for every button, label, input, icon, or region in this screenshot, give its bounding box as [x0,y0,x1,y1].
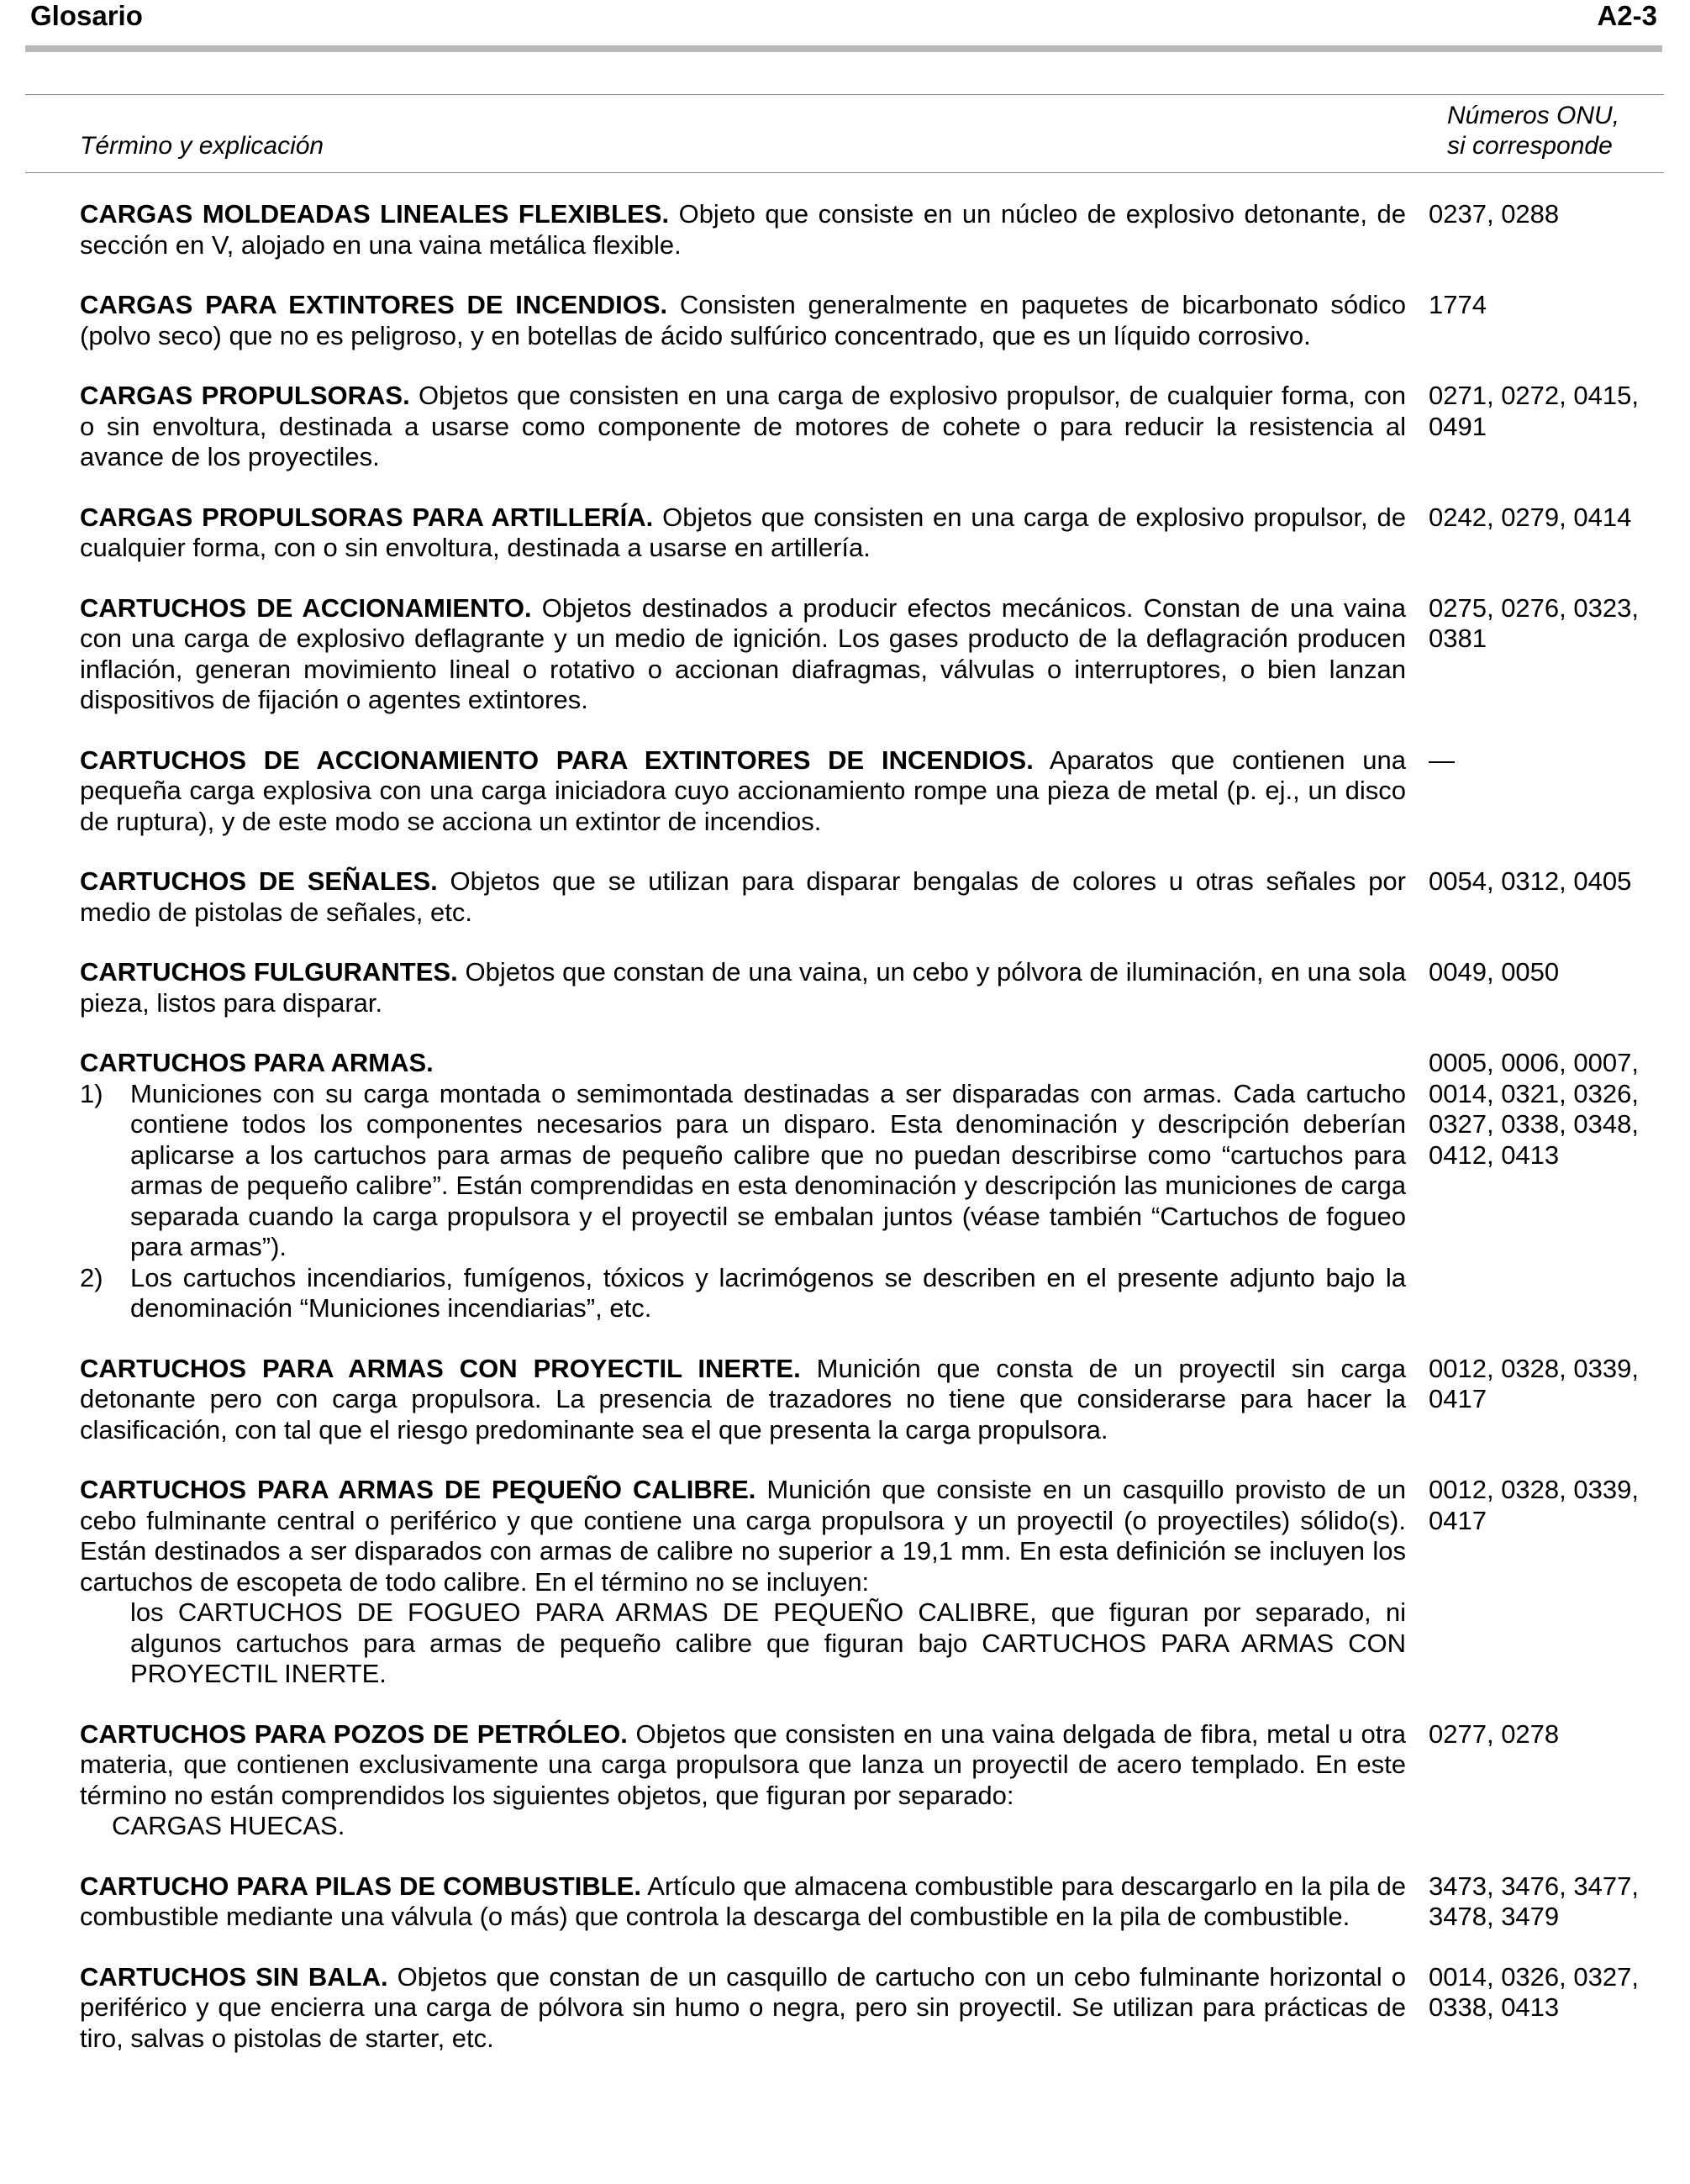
list-item-text: Municiones con su carga montada o semimontada destinadas a ser disparadas con armas. Cada cartucho contiene todos los componentes necesarios para un disparo. Esta denominación y descripción deberían aplicarse a los cartuchos para armas de pequeño calibre que no puedan describirse como “cartuchos para armas de pequeño calibre”. Están comprendidas en esta denominación y descripción las municiones de carga separada cuando la carga propulsora y el proyectil se embalan juntos (véase también “Cartuchos de fogueo para armas”). [130,1078,1406,1261]
entry-un-numbers: 0237, 0288 [1429,199,1560,229]
entry-description: Objetos que constan de un casquillo de cartucho con un cebo fulminante horizontal o periférico y que encierra una carga de pólvora sin humo o negra, pero sin proyectil. Se utilizan para prácticas de tiro, salvas o pistolas de starter, etc. [80,1961,1406,2053]
entry-description: Objetos que constan de una vaina, un cebo y pólvora de iluminación, en una sola pieza, listos para disparar. [80,957,1406,1018]
entry-text [80,1048,1406,1324]
entry-un-numbers: — [1429,745,1455,775]
entry-text [80,503,1406,564]
entry-description: Objetos que consisten en una vaina delgada de fibra, metal u otra materia, que contienen exclusivamente una carga propulsora que lanza un proyectil de acero templado. En este término no están comprendidos los siguientes objetos, que figuran por separado: [80,1718,1406,1810]
entry-text [80,381,1406,473]
glossary-entry [80,1354,1668,1446]
entry-text [80,1871,1406,1933]
glossary-entry [80,1475,1668,1690]
entry-un-numbers: 0277, 0278 [1429,1718,1560,1749]
term-column-heading: Término y explicación [80,132,324,160]
list-item [80,1263,1406,1324]
glossary-entry [80,593,1668,716]
entry-text [80,593,1406,716]
glossary-entry [80,1962,1668,2055]
entry-description: Objeto que consiste en un núcleo de explosivo detonante, de sección en V, alojado en una vaina metálica flexible. [80,199,1406,260]
entry-un-numbers: 0275, 0276, 0323, 0381 [1429,592,1639,653]
entry-text [80,290,1406,351]
glossary-entry [80,1048,1668,1324]
page-number: A2-3 [1597,0,1657,31]
un-heading-line1: Números ONU, [1447,102,1620,129]
entry-un-numbers: 0014, 0326, 0327, 0338, 0413 [1429,1961,1639,2022]
entry-term: CARGAS PROPULSORAS. [80,381,410,410]
glossary-entry [80,503,1668,564]
page-title: Glosario [30,0,143,31]
glossary-entries [80,199,1668,2083]
entry-description: Consisten generalmente en paquetes de bicarbonato sódico (polvo seco) que no es peligroso, y en botellas de ácido sulfúrico concentrado, que es un líquido corrosivo. [80,290,1406,350]
entry-un-numbers: 0049, 0050 [1429,957,1560,987]
glossary-entry [80,1719,1668,1842]
entry-term: CARTUCHOS PARA POZOS DE PETRÓLEO. [80,1718,628,1749]
entry-term: CARTUCHOS FULGURANTES. [80,957,458,987]
entry-un-numbers: 0005, 0006, 0007, 0014, 0321, 0326, 0327, 0338, 0348, 0412, 0413 [1429,1048,1639,1170]
entry-un-numbers: 0242, 0279, 0414 [1429,502,1632,532]
entry-term: CARGAS PARA EXTINTORES DE INCENDIOS. [80,290,668,319]
entry-term: CARTUCHO PARA PILAS DE COMBUSTIBLE. [80,1871,641,1901]
list-marker: 2) [80,1262,103,1292]
column-header-bottom-rule [25,172,1664,173]
entry-description: Objetos que se utilizan para disparar bengalas de colores u otras señales por medio de pistolas de señales, etc. [80,866,1406,927]
glossary-entry [80,1871,1668,1933]
entry-term: CARGAS MOLDEADAS LINEALES FLEXIBLES. [80,199,670,229]
entry-text [80,866,1406,928]
entry-description: Objetos destinados a producir efectos mecánicos. Constan de una vaina con una carga de explosivo deflagrante y un medio de ignición. Los gases producto de la deflagración producen inflación, generan movimiento lineal o rotativo o accionan diafragmas, válvulas o interruptores, o bien lanzan dispositivos de fijación o agentes extintores. [80,592,1406,714]
entry-indented-note: los CARTUCHOS DE FOGUEO PARA ARMAS DE PEQUEÑO CALIBRE, que figuran por separado, ni algunos cartuchos para armas de pequeño calibre que figuran bajo CARTUCHOS PARA ARMAS CON PROYECTIL INERTE. [130,1597,1406,1688]
entry-text [80,957,1406,1018]
entry-term: CARTUCHOS SIN BALA. [80,1961,388,1992]
entry-description: Aparatos que contienen una pequeña carga explosiva con una carga iniciadora cuyo accionamiento rompe una pieza de metal (p. ej., un disco de ruptura), y de este modo se acciona un extintor de incendios. [80,745,1406,836]
entry-description: Artículo que almacena combustible para descargarlo en la pila de combustible mediante una válvula (o más) que controla la descarga del combustible en la pila de combustible. [80,1871,1407,1931]
numbered-list [80,1079,1406,1324]
entry-un-numbers: 3473, 3476, 3477, 3478, 3479 [1429,1871,1639,1931]
entry-un-numbers: 0054, 0312, 0405 [1429,866,1632,896]
glossary-entry [80,381,1668,473]
entry-term: CARTUCHOS DE SEÑALES. [80,866,438,896]
entry-text [80,1475,1406,1690]
entry-term: CARGAS PROPULSORAS PARA ARTILLERÍA. [80,502,654,532]
entry-text [80,1719,1406,1842]
entry-un-numbers: 0012, 0328, 0339, 0417 [1429,1475,1639,1535]
entry-term: CARTUCHOS PARA ARMAS CON PROYECTIL INERTE. [80,1353,801,1383]
entry-text [80,199,1406,261]
un-column-heading [1447,101,1619,161]
list-item [80,1079,1406,1263]
glossary-entry [80,199,1668,261]
header-rule [25,45,1662,52]
glossary-entry [80,957,1668,1018]
column-header-top-rule [25,94,1664,95]
entry-un-numbers: 1774 [1429,290,1487,319]
glossary-entry [80,290,1668,351]
entry-description: Objetos que consisten en una carga de explosivo propulsor, de cualquier forma, con o sin envoltura, destinada a usarse como componente de motores de cohete o para reducir la resistencia al avance de los proyectiles. [80,381,1406,471]
entry-term: CARTUCHOS DE ACCIONAMIENTO PARA EXTINTORES DE INCENDIOS. [80,745,1034,775]
entry-text [80,1354,1406,1446]
entry-un-numbers: 0271, 0272, 0415, 0491 [1429,381,1639,441]
entry-description: Objetos que consisten en una carga de explosivo propulsor, de cualquier forma, con o sin envoltura, destinada a usarse en artillería. [80,502,1406,562]
entry-indented-note: CARGAS HUECAS. [112,1811,345,1840]
entry-description: Munición que consiste en un casquillo provisto de un cebo fulminante central o periférico y que contiene una carga propulsora y un proyectil (o proyectiles) sólido(s). Están destinados a ser disparados con armas de calibre no superior a 19,1 mm. En esta definición se incluyen los cartuchos de escopeta de todo calibre. En el término no se incluyen: [80,1475,1406,1597]
entry-term: CARTUCHOS PARA ARMAS. [80,1048,434,1077]
list-marker: 1) [80,1078,103,1108]
list-item-text: Los cartuchos incendiarios, fumígenos, tóxicos y lacrimógenos se describen en el presente adjunto bajo la denominación “Municiones incendiarias”, etc. [130,1262,1406,1323]
entry-text [80,1962,1406,2055]
page-header [25,0,1662,45]
entry-term: CARTUCHOS PARA ARMAS DE PEQUEÑO CALIBRE. [80,1475,756,1504]
entry-text [80,745,1406,838]
entry-un-numbers: 0012, 0328, 0339, 0417 [1429,1353,1639,1413]
entry-term: CARTUCHOS DE ACCIONAMIENTO. [80,592,532,623]
un-heading-line2: si corresponde [1447,132,1613,160]
glossary-entry [80,745,1668,838]
entry-description: Munición que consta de un proyectil sin carga detonante pero con carga propulsora. La presencia de trazadores no tiene que considerarse para hacer la clasificación, con tal que el riesgo predominante sea el que presenta la carga propulsora. [80,1353,1406,1445]
glossary-entry [80,866,1668,928]
